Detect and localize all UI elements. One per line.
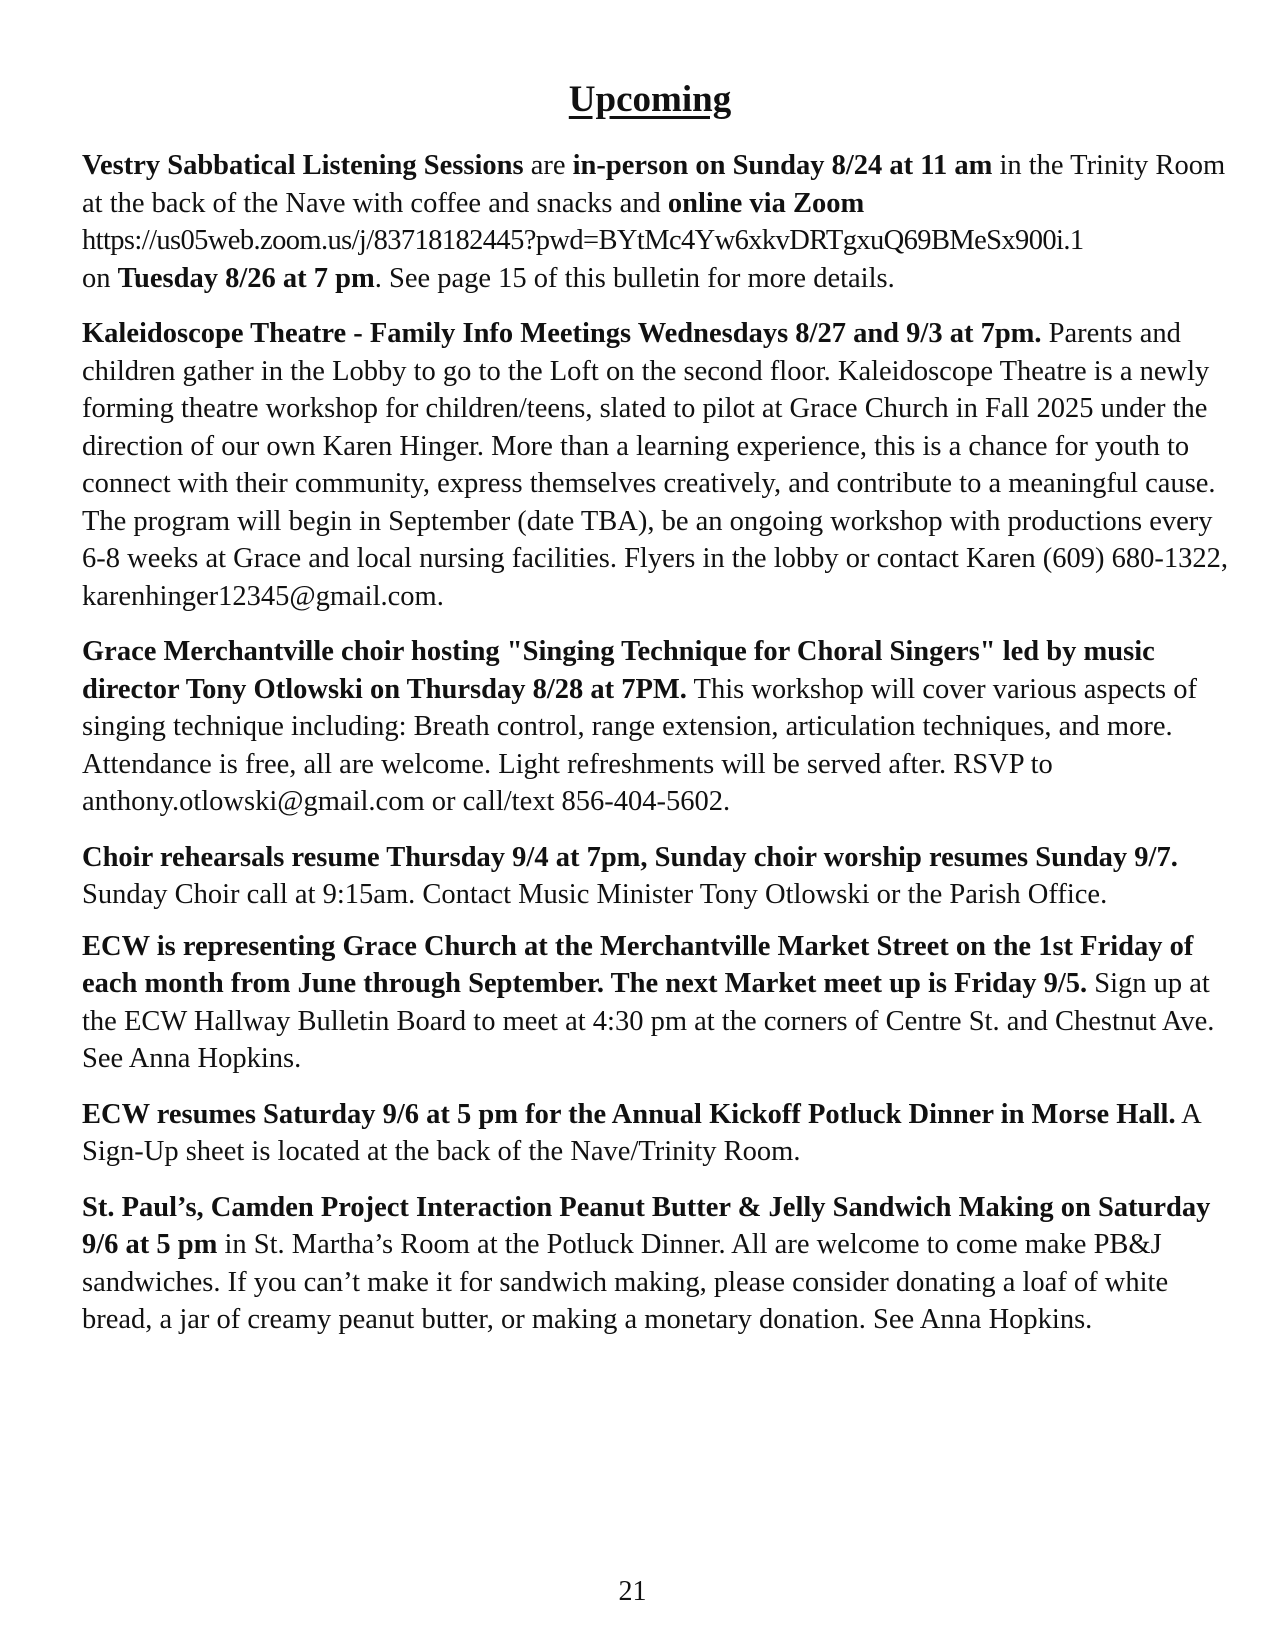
- announcement-text: Parents and children gather in the Lobby to go to the Loft on the second floor. Kaleidoscope Theatre is a newly forming theatre workshop for children/teens, slated to pilot at Grace Church in Fall 2025 under the direction of our own Karen Hinger. More than a learning experience, this is a chance for youth to connect with their community, express themselves creatively, and contribute to a meaningful cause. The program will begin in September (date TBA), be an ongoing workshop with productions every 6-8 weeks at Grace and local nursing facilities. Flyers in the lobby or contact Karen (609) 680-1322, karenhinger12345@gmail.com.: [82, 318, 1228, 612]
- page-title: Upcoming: [568, 79, 732, 120]
- announcement-emphasis: online via Zoom: [667, 187, 865, 219]
- announcement-vestry-sessions: [82, 147, 1232, 297]
- announcement-text: in St. Martha’s Room at the Potluck Dinner. All are welcome to come make PB&J sandwiches. If you can’t make it for sandwich making, please consider donating a loaf of white bread, a jar of creamy peanut butter, or making a monetary donation. See Anna Hopkins.: [82, 1229, 1169, 1335]
- announcement-heading: ECW resumes Saturday 9/6 at 5 pm for the Annual Kickoff Potluck Dinner in Morse Hall.: [82, 1098, 1176, 1130]
- announcement-text: A Sign-Up sheet is located at the back of the Nave/Trinity Room.: [82, 1098, 1201, 1167]
- announcement-text: are: [523, 150, 573, 181]
- announcement-emphasis: in-person on Sunday 8/24 at 11 am: [572, 150, 993, 181]
- announcement-text: . See page 15 of this bulletin for more details.: [374, 262, 895, 294]
- announcement-choir-rehearsals: [82, 839, 1232, 914]
- announcement-choir-workshop: [82, 633, 1232, 821]
- announcement-heading: Choir rehearsals resume Thursday 9/4 at 7pm, Sunday choir worship resumes Sunday 9/7.: [82, 841, 1178, 873]
- announcement-heading: Grace Merchantville choir hosting "Singing Technique for Choral Singers" led by music director Tony Otlowski on Thursday 8/28 at 7PM.: [82, 636, 1155, 705]
- announcement-pbj-sandwiches: [82, 1189, 1232, 1339]
- zoom-link[interactable]: https://us05web.zoom.us/j/83718182445?pwd=BYtMc4Yw6xkvDRTgxuQ69BMeSx900i.1: [82, 225, 1084, 256]
- announcement-text: This workshop will cover various aspects of singing technique including: Breath control, range extension, articulation techniques, and more. Attendance is free, all are welcome. Light refreshments will be served after. RSVP to anthony.otlowski@gmail.com or call/text 856-404-5602.: [82, 673, 1197, 817]
- announcement-heading: St. Paul’s, Camden Project Interaction Peanut Butter & Jelly Sandwich Making on Saturday 9/6 at 5 pm: [82, 1191, 1211, 1260]
- announcement-text: Sign up at the ECW Hallway Bulletin Board to meet at 4:30 pm at the corners of Centre St. and Chestnut Ave. See Anna Hopkins.: [82, 968, 1215, 1074]
- announcement-heading: ECW is representing Grace Church at the Merchantville Market Street on the 1st Friday of each month from June through September. The next Market meet up is Friday 9/5.: [82, 930, 1194, 999]
- announcement-text: on: [82, 262, 118, 294]
- page-number: 21: [618, 1576, 647, 1607]
- announcement-text: Sunday Choir call at 9:15am. Contact Music Minister Tony Otlowski or the Parish Office.: [82, 879, 1108, 910]
- announcement-ecw-potluck: [82, 1096, 1232, 1171]
- announcement-emphasis: Tuesday 8/26 at 7 pm: [117, 262, 375, 294]
- announcement-kaleidoscope-theatre: [82, 315, 1232, 615]
- announcement-heading: Vestry Sabbatical Listening Sessions: [82, 150, 524, 181]
- announcements: [82, 147, 1232, 1339]
- announcement-text: in the Trinity Room at the back of the Nave with coffee and snacks and: [82, 150, 1226, 219]
- announcement-heading: Kaleidoscope Theatre - Family Info Meetings Wednesdays 8/27 and 9/3 at 7pm.: [82, 318, 1042, 349]
- announcement-ecw-market: [82, 928, 1232, 1078]
